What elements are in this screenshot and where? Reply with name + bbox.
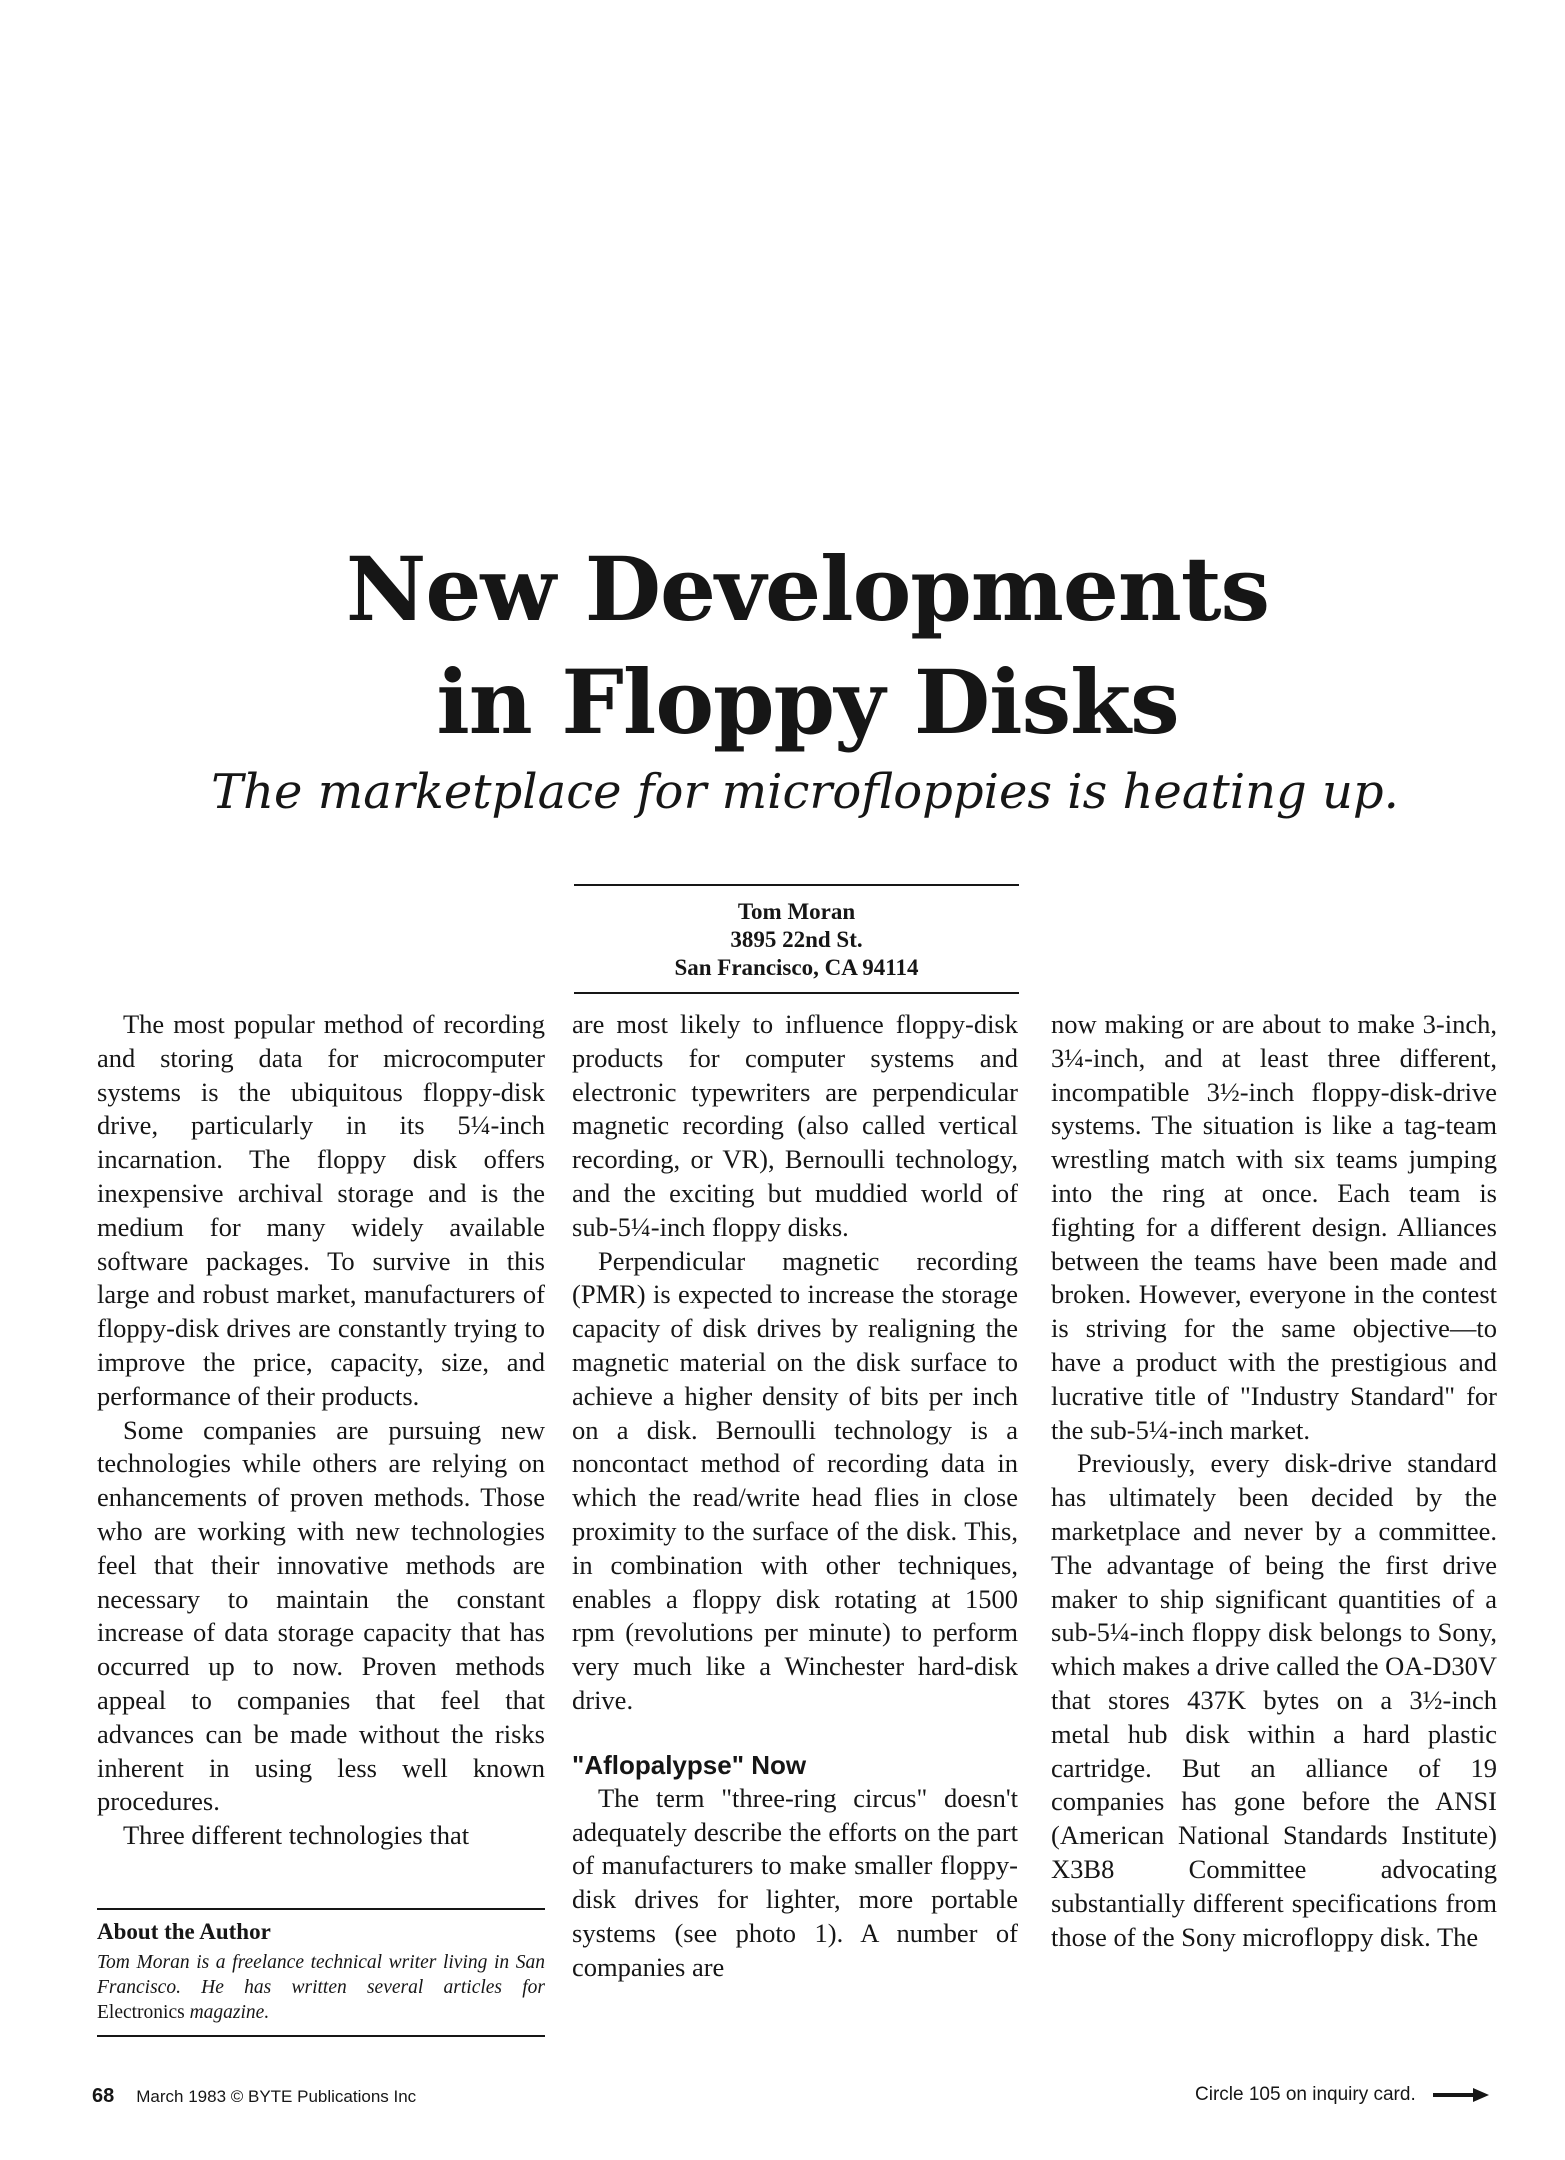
author-byline <box>574 884 1019 994</box>
body-column-1 <box>97 1008 545 1853</box>
about-author-text-end: magazine. <box>184 2002 270 2023</box>
article-subtitle: The marketplace for microfloppies is heating up. <box>211 764 1399 820</box>
inquiry-text: Circle 105 on inquiry card. <box>1195 2084 1416 2105</box>
page-footer-left <box>92 2085 416 2108</box>
paragraph: Three different technologies that <box>123 1820 470 1851</box>
page-number: 68 <box>92 2085 115 2107</box>
paragraph: now making or are about to make 3-inch, 3¼-inch, and at least three different, incompatible 3½-inch floppy-disk-drive systems. The situation is like a tag-team wrestling match with six teams jumping into the ring at once. Each team is fighting for a different design. Alliances between the teams have been made and broken. However, everyone in the contest is striving for the same objective—to have a product with the prestigious and lucrative title of "Industry Standard" for the sub-5¼-inch market. <box>1051 1009 1497 1445</box>
paragraph: Perpendicular magnetic recording (PMR) is expected to increase the storage capacity of disk drives by realigning the magnetic material on the disk surface to achieve a higher density of bits per inch on a disk. Bernoulli technology is a noncontact method of recording data in which the read/write head flies in close proximity to the surface of the disk. This, in combination with other techniques, enables a floppy disk rotating at 1500 rpm (revolutions per minute) to perform very much like a Winchester hard-disk drive. <box>572 1245 1018 1715</box>
article-title <box>0 533 1565 759</box>
paragraph: Some companies are pursuing new technologies while others are relying on enhancements of proven methods. Those who are working with new technologies feel that their innovative methods are necessary to maintain the constant increase of data storage capacity that has occurred up to now. Proven methods appeal to companies that feel that advances can be made without the risks inherent in using less well known procedures. <box>97 1414 545 1817</box>
paragraph: The term "three-ring circus" doesn't adequately describe the efforts on the part of manufacturers to make smaller floppy-disk drives for lighter, more portable systems (see photo 1). A number of companies are <box>572 1782 1018 1982</box>
paragraph: Previously, every disk-drive standard has ultimately been decided by the marketplace and never by a committee. The advantage of being the first drive maker to ship significant quantities of a sub-5¼-inch floppy disk belongs to Sony, which makes a drive called the OA-D30V that stores 437K bytes on a 3½-inch metal hub disk within a hard plastic cartridge. But an alliance of 19 companies has gone before the ANSI (American National Standards Institute) X3B8 Committee advocating substantially different specifications from those of the Sony microfloppy disk. The <box>1051 1448 1497 1952</box>
body-column-2 <box>572 1008 1018 1985</box>
author-city: San Francisco, CA 94114 <box>674 955 919 980</box>
about-author-text-start: Tom Moran is a freelance technical writer living in San Francisco. He has written several articles for <box>97 1952 545 1998</box>
about-author-heading: About the Author <box>97 1919 271 1944</box>
page-footer-right <box>1195 2083 1489 2107</box>
body-column-3 <box>1051 1008 1497 1954</box>
paragraph: The most popular method of recording and storing data for microcomputer systems is the ubiquitous floppy-disk drive, particularly in its 5¼-inch incarnation. The floppy disk offers inexpensive archival storage and is the medium for many widely available software packages. To survive in this large and robust market, manufacturers of floppy-disk drives are constantly trying to improve the price, capacity, size, and performance of their products. <box>97 1009 545 1411</box>
issue-info: March 1983 © BYTE Publications Inc <box>136 2087 417 2106</box>
about-author-box <box>97 1908 545 2037</box>
article-title-line-1: New Developments <box>345 537 1270 641</box>
about-author-text <box>97 1950 545 2025</box>
author-street: 3895 22nd St. <box>730 927 863 952</box>
author-name: Tom Moran <box>737 899 856 924</box>
publication-name: Electronics <box>97 2002 185 2023</box>
paragraph: are most likely to influence floppy-disk products for computer systems and electronic typewriters are perpendicular magnetic recording (also called vertical recording, or VR), Bernoulli technology, and the exciting but muddied world of sub-5¼-inch floppy disks. <box>572 1009 1018 1242</box>
article-title-line-2: in Floppy Disks <box>436 650 1179 754</box>
section-heading: "Aflopalypse" Now <box>572 1749 807 1780</box>
arrow-right-icon <box>1433 2087 1489 2103</box>
